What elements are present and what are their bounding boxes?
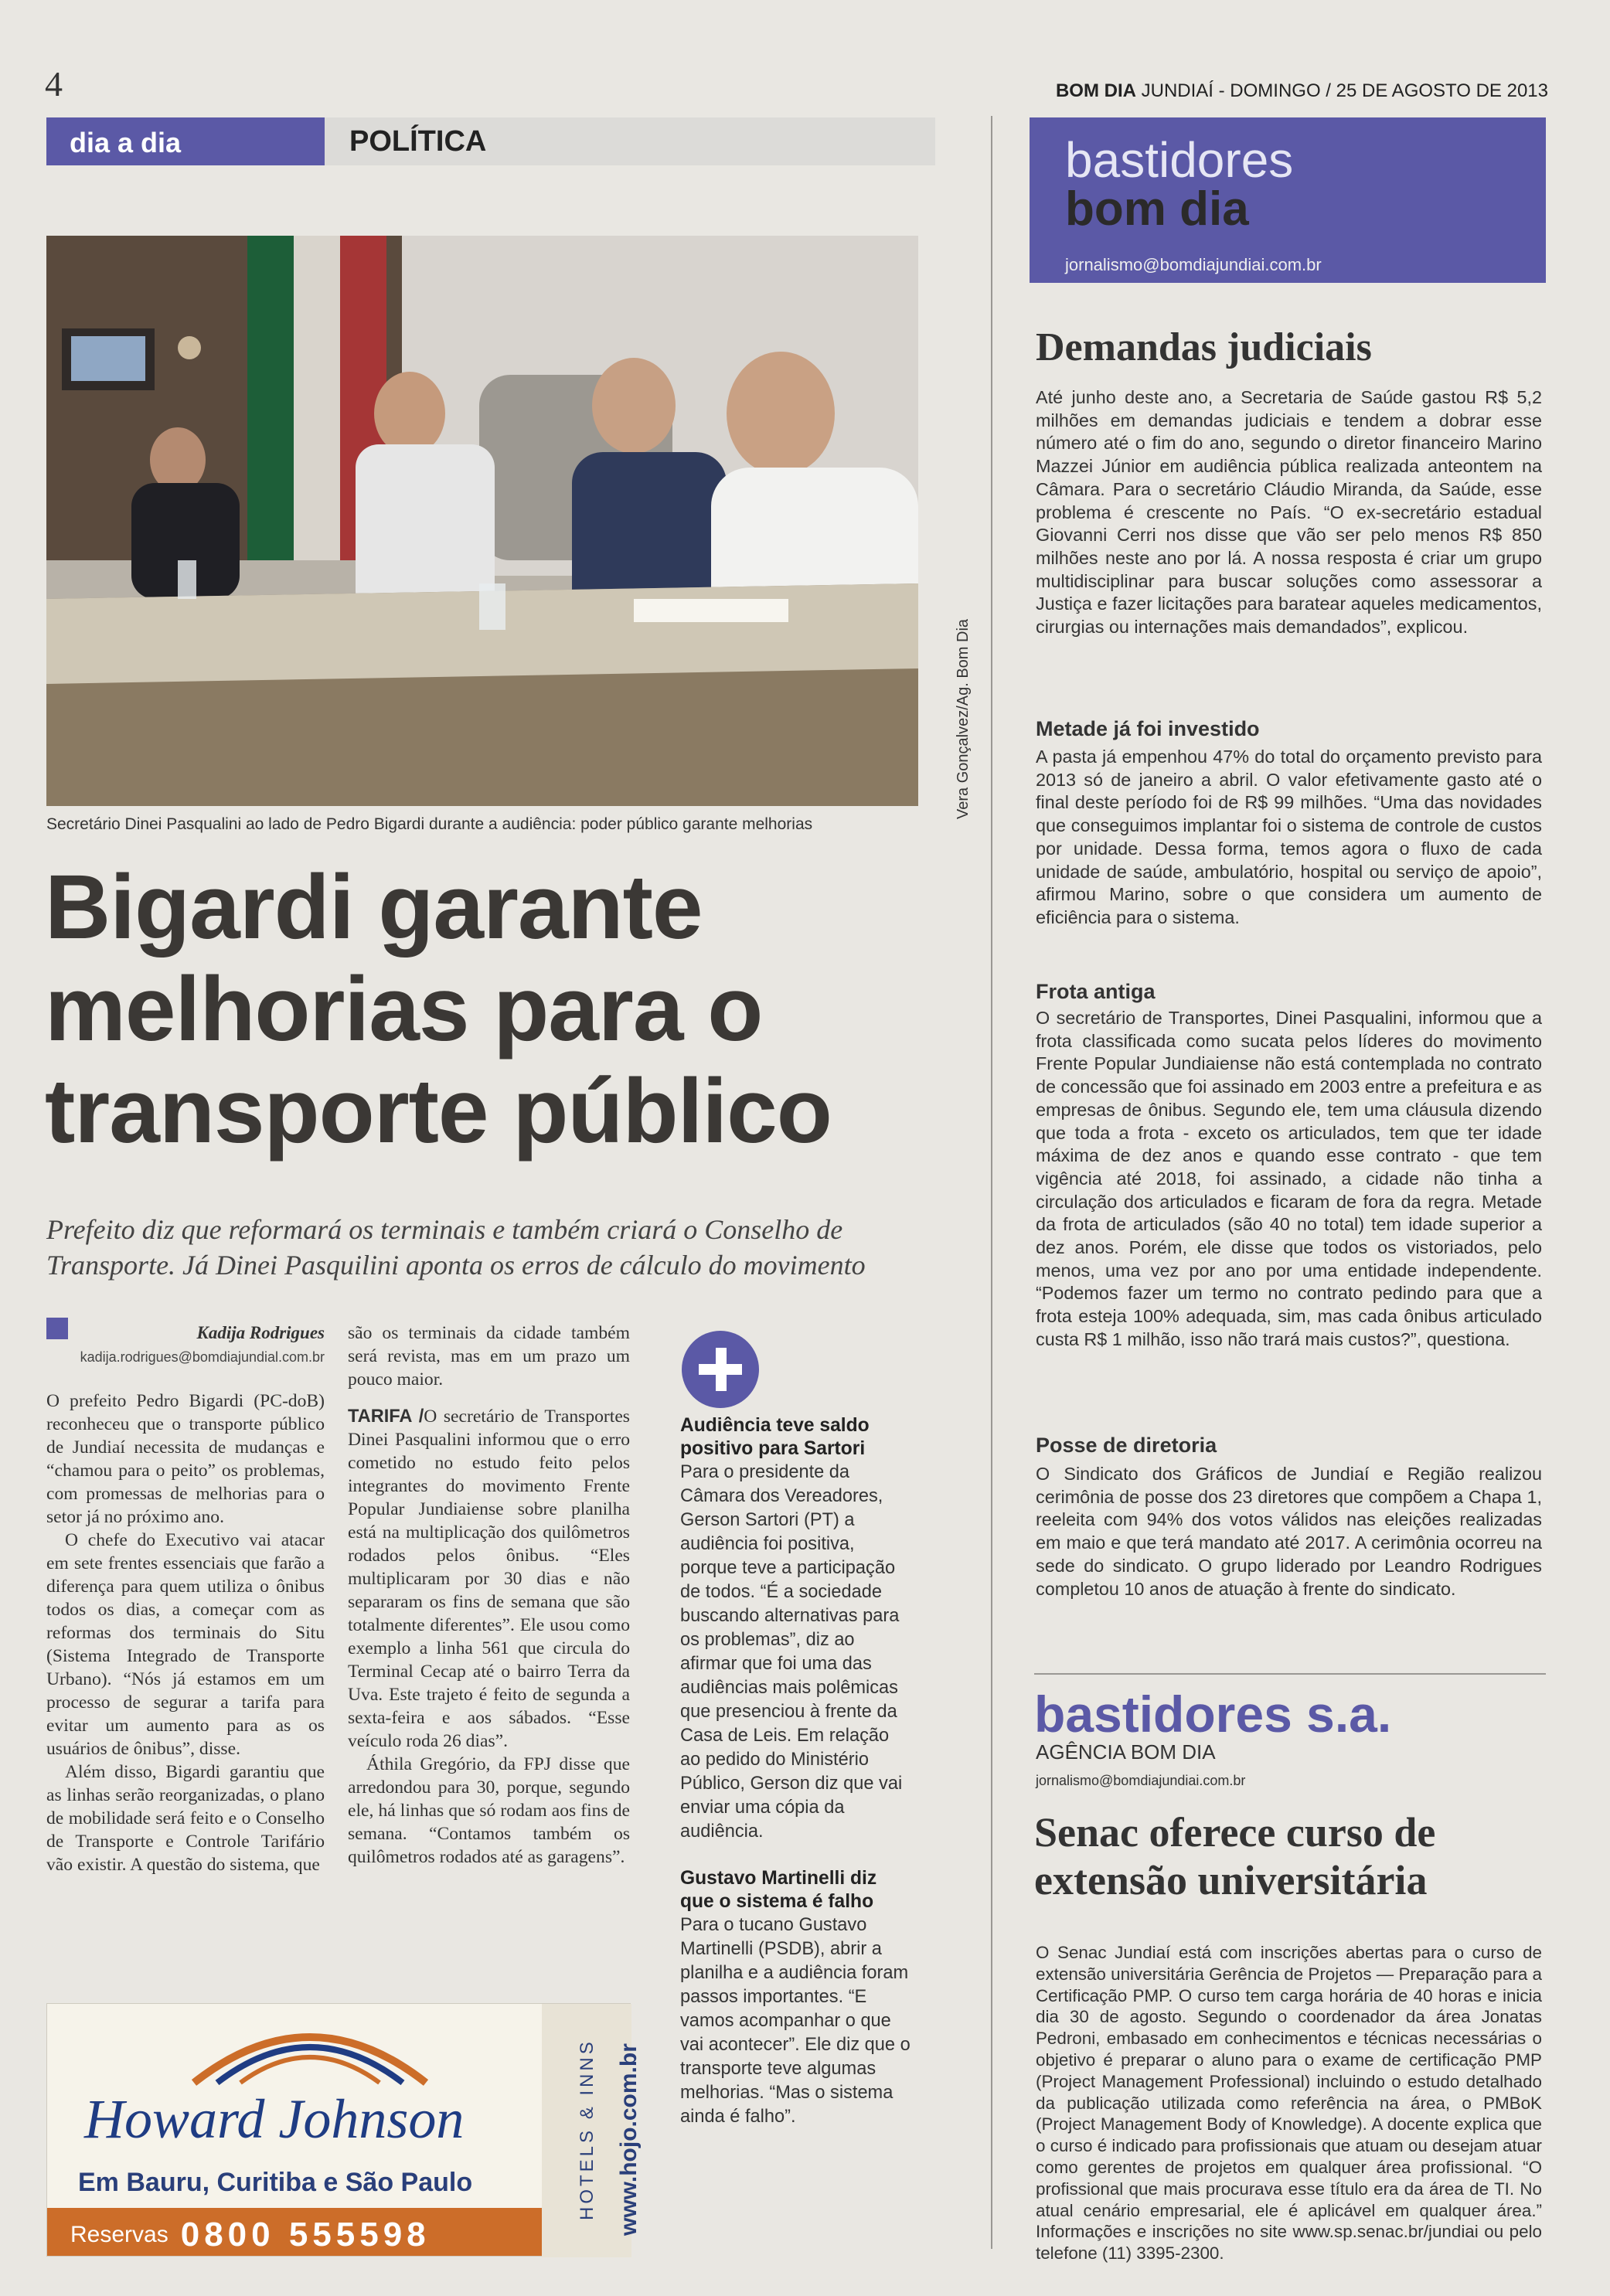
section-heading: Demandas judiciais <box>1036 325 1372 369</box>
masthead-date: JUNDIAÍ - DOMINGO / 25 DE AGOSTO DE 2013 <box>1135 80 1548 101</box>
section-lead: TARIFA / <box>348 1407 424 1427</box>
photo-credit-text: Vera Gonçalvez/Ag. Bom Dia <box>955 618 972 819</box>
bastidores-email: jornalismo@bomdiajundiai.com.br <box>1065 255 1322 274</box>
deck-line: Prefeito diz que reformará os terminais e também criará o Conselho de <box>46 1214 843 1245</box>
section-heading: Metade já foi investido <box>1036 717 1260 740</box>
headline-line: extensão universitária <box>1034 1857 1428 1903</box>
section-body: O secretário de Transportes, Dinei Pasqualini, informou que a frota classificada como sucata pelos líderes do movimento Frente Popular Jundiaiense não está contemplada no contrato de concessão que foi assinado em 2003 entre a prefeitura e as empresas de ônibus. Segundo ele, tem uma cláusula dizendo que toda a frota - exceto os articulados, tem que ter idade máxima de dez anos e quando esse contrato - que tem vigência até 2018, foi assinado, a cidade não tinha a circulação dos articulados e ficaram de fora da regra. Metade da frota de articulados (são 40 no total) tem idade superior a dez anos. Porém, ele disse que todos os vistoriados, pelo menos, uma vez por ano por uma entidade independente. “Podemos fazer um termo no contrato pedindo para que a frota esteja 100% adequada, sim, mas cada ônibus articulado custa R$ 1 milhão, isso não trará mais custos?”, questiona. <box>1036 1008 1542 1349</box>
photo-caption: Secretário Dinei Pasqualini ao lado de Pedro Bigardi durante a audiência: poder público garante melhorias <box>46 815 813 833</box>
ad-url-text: www.hojo.com.br <box>616 2043 642 2236</box>
section-heading: Frota antiga <box>1036 980 1156 1003</box>
sidebar-title: Gustavo Martinelli diz que o sistema é falho <box>680 1868 877 1912</box>
ad-brand: Howard Johnson <box>84 2088 465 2150</box>
author-name: Kadija Rodrigues <box>196 1323 325 1342</box>
paragraph: são os terminais da cidade também será revista, mas em um prazo um pouco maior. <box>348 1323 630 1390</box>
deck-line: Transporte. Já Dinei Pasquilini aponta os erros de cálculo do movimento <box>46 1250 866 1281</box>
sidebar-title: Audiência teve saldo positivo para Sartori <box>680 1415 870 1459</box>
article-column-1 <box>46 1390 325 1876</box>
section-body: Até junho deste ano, a Secretaria de Saúde gastou R$ 5,2 milhões em demandas judiciais e tendem a dobrar esse número até o fim do ano, segundo o diretor financeiro Marino Mazzei Júnior em audiência pública realizada anteontem na Câmara. Para o secretário Cláudio Miranda, da Saúde, esse problema é crescente no País. “O ex-secretário estadual Giovanni Cerri nos disse que vão ser pelo menos R$ 850 milhões neste ano por lá. A nossa resposta é criar um grupo multidisciplinar para buscar soluções como assessorar a Justiça e fazer licitações para baratear aqueles medicamentos, cirurgias ou internações mais demandados”, explicou. <box>1036 387 1542 638</box>
ad-tagline: Em Bauru, Curitiba e São Paulo <box>78 2168 473 2197</box>
senac-headline <box>1034 1808 1544 1904</box>
photo-credit <box>924 479 970 819</box>
headline-line: Senac oferece curso de <box>1034 1809 1436 1856</box>
masthead-brand: BOM DIA <box>1055 80 1136 101</box>
sidebar-box <box>680 1414 912 2129</box>
section-body: O Sindicato dos Gráficos de Jundiaí e Região realizou cerimônia de posse dos 23 diretores que compõem a Chapa 1, reeleita com 94% dos votos válidos nas eleições realizadas em maio e que terá mandato até 2017. A cerimônia ocorreu na sede do sindicato. O grupo liderado por Leandro Rodrigues completou 10 anos de atuação à frente do sindicato. <box>1036 1464 1542 1599</box>
paragraph: Áthila Gregório, da FPJ disse que arredondou para 30, porque, segundo ele, há linhas que só rodam aos fins de semana. “Contamos também os quilômetros rodados até as garagens”. <box>348 1754 630 1867</box>
ad-url[interactable] <box>590 2004 642 2257</box>
paragraph: O prefeito Pedro Bigardi (PC-doB) reconheceu que o transporte público de Jundiaí necessita de mudanças e “chamou para o peito” os problemas, com promessas de melhorias para o setor já no próximo ano. <box>46 1391 325 1527</box>
article-column-2 <box>348 1321 630 1869</box>
ad-hotels <box>553 2019 597 2236</box>
photo-illustration <box>46 236 918 806</box>
ad-phone-number: 0800 555598 <box>180 2216 431 2253</box>
bastidores-sa-subtitle: AGÊNCIA BOM DIA <box>1036 1740 1216 1764</box>
author-email: kadija.rodrigues@bomdiajundial.com.br <box>80 1349 325 1365</box>
bastidores-sa-title: bastidores s.a. <box>1034 1685 1392 1743</box>
section-body: A pasta já empenhou 47% do total do orçamento previsto para 2013 só de janeiro a abril. O valor efetivamente gasto até o final deste período foi de R$ 99 milhões. “Uma das novidades que conseguimos implantar foi o sistema de controle de custos por unidade. Dessa forma, temos agora o fluxo de cada unidade de saúde, ambulatório, hospital ou serviço de apoio”, afirmou Marino, sobre o que considera um aumento de eficiência para o sistema. <box>1036 747 1542 927</box>
column-divider <box>991 116 992 2249</box>
paragraph-text: O secretário de Transportes Dinei Pasqualini informou que o erro cometido no estudo feito pelos integrantes do movimento Frente Popular Jundiaiense sobre planilha está na multiplicação dos quilômetros rodados pelos ônibus. “Eles multiplicaram por 30 dias e não separaram os fins de semana que são totalmente diferentes”. Ele usou como exemplo a linha 561 que circula do Terminal Cecap até o bairro Terra da Uva. Este trajeto é feito de segunda a sexta-feira e aos sábados. “Esse veículo roda 26 dias”. <box>348 1407 630 1751</box>
plus-icon <box>682 1331 759 1408</box>
sidebar-text: Para o presidente da Câmara dos Vereadores, Gerson Sartori (PT) a audiência foi positiva, porque teve a participação de todos. “É a sociedade buscando alternativas para os problemas”, diz ao afirmar que foi uma das audiências mais polêmicas que presenciou à frente da Casa de Leis. Em relação ao pedido do Ministério Público, Gerson diz que vai enviar uma cópia da audiência. <box>680 1462 903 1842</box>
article-headline <box>45 856 934 1162</box>
section-heading: Posse de diretoria <box>1036 1434 1217 1457</box>
bastidores-sa-email: jornalismo@bomdiajundiai.com.br <box>1036 1773 1246 1788</box>
paragraph: Além disso, Bigardi garantiu que as linhas serão reorganizadas, o plano de mobilidade será feito e o Conselho de Transporte e Controle Tarifário vão existir. A questão do sistema, que <box>46 1762 325 1875</box>
headline-line: melhorias para o <box>45 958 763 1060</box>
section-title: POLÍTICA <box>325 117 935 165</box>
masthead <box>1056 80 1548 102</box>
article-deck <box>46 1212 912 1283</box>
bastidores-subtitle: bom dia <box>1065 182 1249 236</box>
page-number: 4 <box>45 64 63 104</box>
headline-line: transporte público <box>45 1060 832 1162</box>
article-photo <box>46 236 918 806</box>
headline-line: Bigardi garante <box>45 856 703 958</box>
ad-phone-bar <box>47 2208 542 2256</box>
divider <box>1034 1673 1546 1675</box>
bastidores-title: bastidores <box>1065 132 1294 188</box>
ad-hotels-text: HOTELS & INNS <box>577 2039 597 2220</box>
logo-roof-icon <box>186 2015 434 2084</box>
section-tag: dia a dia <box>46 117 325 165</box>
senac-body: O Senac Jundiaí está com inscrições abertas para o curso de extensão universitária Gerência de Projetos — Preparação para a Certificação PMP. O curso tem carga horária de 40 horas e inicia dia 30 de agosto. Segundo o coordenador da área Jonatas Pedroni, embasado em conhecimentos e técnicas necessárias o objetivo é preparar o aluno para o exame de certificação PMP (Project Management Professional) incluindo o estudo detalhado da publicação utilizada como referência na área, o PMBoK (Project Management Body of Knowledge). A docente explica que o curso é indicado para profissionais que atuam ou desejam atuar como gerentes de projetos em qualquer área profissional. “O profissional que mais procurava esse título era da área de TI. No atual cenário empresarial, ele é aplicável em qualquer área.” Informações e inscrições no site www.sp.senac.br/jundiai ou pelo telefone (11) 3395-2300. <box>1036 1943 1542 2264</box>
sidebar-text: Para o tucano Gustavo Martinelli (PSDB), abrir a planilha e a audiência foram passos importantes. “E vamos acompanhar o que vai acontecer”. Ele diz que o transporte teve algumas melhorias. “Mas o sistema ainda é falho”. <box>680 1915 911 2127</box>
paragraph: O chefe do Executivo vai atacar em sete frentes essenciais que farão a diferença para quem utiliza o ônibus todos os dias, a começar com as reformas dos terminais do Situ (Sistema Integrado de Transporte Urbano). “Nós já estamos em um processo de segurar a tarifa para evitar um aumento para as os usuários de ônibus”, disse. <box>46 1530 325 1759</box>
ad-reservas-label: Reservas <box>70 2222 168 2247</box>
advertisement[interactable] <box>46 2003 642 2257</box>
